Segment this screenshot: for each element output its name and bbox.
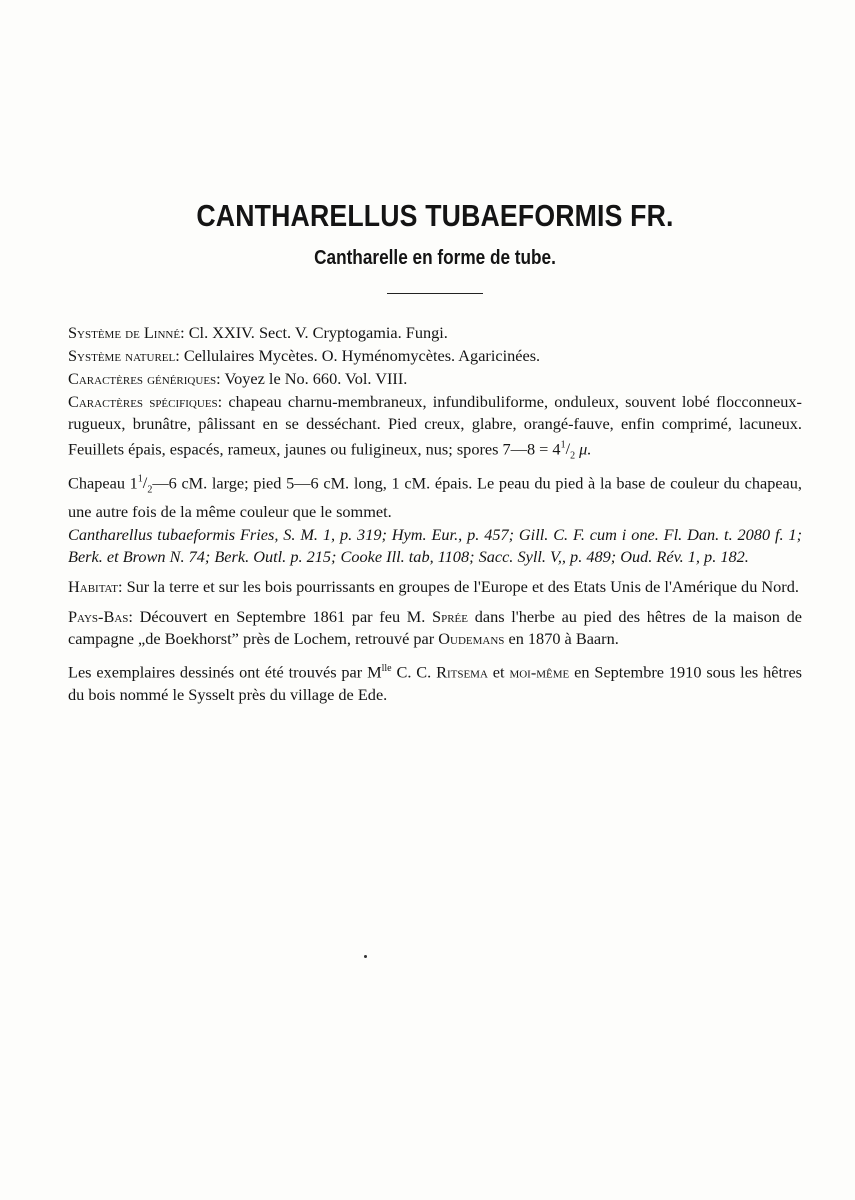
chapeau-rest: —6 cM. large; pied 5—6 cM. long, 1 cM. épais. Le peau du pied à la base de couleur du chapeau, une autre fois de la même couleur que le sommet.: [68, 473, 802, 522]
page-speck: [364, 955, 367, 958]
document-body: [68, 322, 802, 706]
naturel-paragraph: Système naturel: Cellulaires Mycètes. O. Hyménomycètes. Agaricinées.: [68, 346, 541, 365]
document-page: [68, 196, 802, 714]
spore-fraction: $^1/_2$: [560, 439, 576, 462]
chapeau-paragraph: [68, 469, 802, 524]
spore-unit: μ.: [579, 439, 592, 459]
generiques-text: Voyez le No. 660. Vol. VIII.: [224, 369, 408, 388]
page-title: CANTHARELLUS TUBAEFORMIS FR.: [196, 198, 674, 233]
linne-text: Cl. XXIV. Sect. V. Cryptogamia. Fungi.: [188, 323, 448, 342]
chapeau-start: Chapeau 1: [68, 473, 138, 493]
specifiques-text: chapeau charnu-membraneux, infundibuliforme, onduleux, souvent lobé flocconneux-rugueux, brunâtre, pâlissant en se desséchant. Pied creux, glabre, orangé-fauve, enfin comprimé, lacuneux. Feuillets épais, espacés, rameux, jaunes ou fuligineux, nus; spores 7—8 = 4: [68, 392, 802, 459]
page-subtitle: Cantharelle en forme de tube.: [314, 247, 556, 269]
habitat-text: Sur la terre et sur les bois pourrissants en groupes de l'Europe et des Etats Unis de l'Amérique du Nord.: [126, 577, 799, 597]
specifiques-paragraph: Caractères spécifiques: chapeau charnu-membraneux, infundibuliforme, onduleux, souvent lobé flocconneux-rugueux, brunâtre, pâlissant en se desséchant. Pied creux, glabre, orangé-fauve, enfin comprimé, lacuneux. Feuillets épais, espacés, rameux, jaunes ou fuligineux, nus; spores 7—8 = $4^1/_2$ μ.: [68, 392, 802, 462]
generiques-paragraph: Caractères génériques: Voyez le No. 660. Vol. VIII.: [68, 369, 408, 388]
exemplaires-paragraph: Les exemplaires dessinés ont été trouvés par $M^{lle}$ C. C. Ritsema et moi-même en Septembre 1910 sous les hêtres du bois nommé le Sysselt près du village de Ede.: [68, 662, 803, 704]
specifiques-label: Caractères spécifiques: [68, 392, 218, 411]
naturel-label: Système naturel: [68, 346, 176, 365]
habitat-label: Habitat: [68, 577, 118, 597]
generiques-label: Caractères génériques: [68, 369, 217, 388]
linne-label: Système de Linné: [68, 323, 181, 342]
naturel-text: Cellulaires Mycètes. O. Hyménomycètes. Agaricinées.: [183, 346, 541, 365]
habitat-paragraph: Habitat: Sur la terre et sur les bois pourrissants en groupes de l'Europe et des Etats Unis de l'Amérique du Nord.: [68, 577, 799, 597]
paysbas-paragraph: Pays-Bas: Découvert en Septembre 1861 par feu M. Sprée dans l'herbe au pied des hêtres de la maison de campagne „de Boekhorst” près de Lochem, retrouvé par Oudemans en 1870 à Baarn.: [68, 607, 802, 649]
person-name-oudemans: Oudemans: [438, 629, 505, 649]
person-name-author: moi-même: [509, 662, 570, 682]
person-name-spree: Sprée: [432, 607, 468, 627]
title-divider: [387, 293, 483, 294]
paysbas-label: Pays-Bas: [68, 607, 129, 627]
linne-paragraph: Système de Linné: Cl. XXIV. Sect. V. Cryptogamia. Fungi.: [68, 323, 448, 342]
chapeau-fraction: $^1/_2$: [137, 473, 153, 496]
person-name-ritsema: Ritsema: [436, 662, 488, 682]
references-paragraph: Cantharellus tubaeformis Fries, S. M. 1, p. 319; Hym. Eur., p. 457; Gill. C. F. cum i one. Fl. Dan. t. 2080 f. 1; Berk. et Brown N. 74; Berk. Outl. p. 215; Cooke Ill. tab, 1108; Sacc. Syll. V,, p. 489; Oud. Rév. 1, p. 182.: [68, 525, 802, 567]
